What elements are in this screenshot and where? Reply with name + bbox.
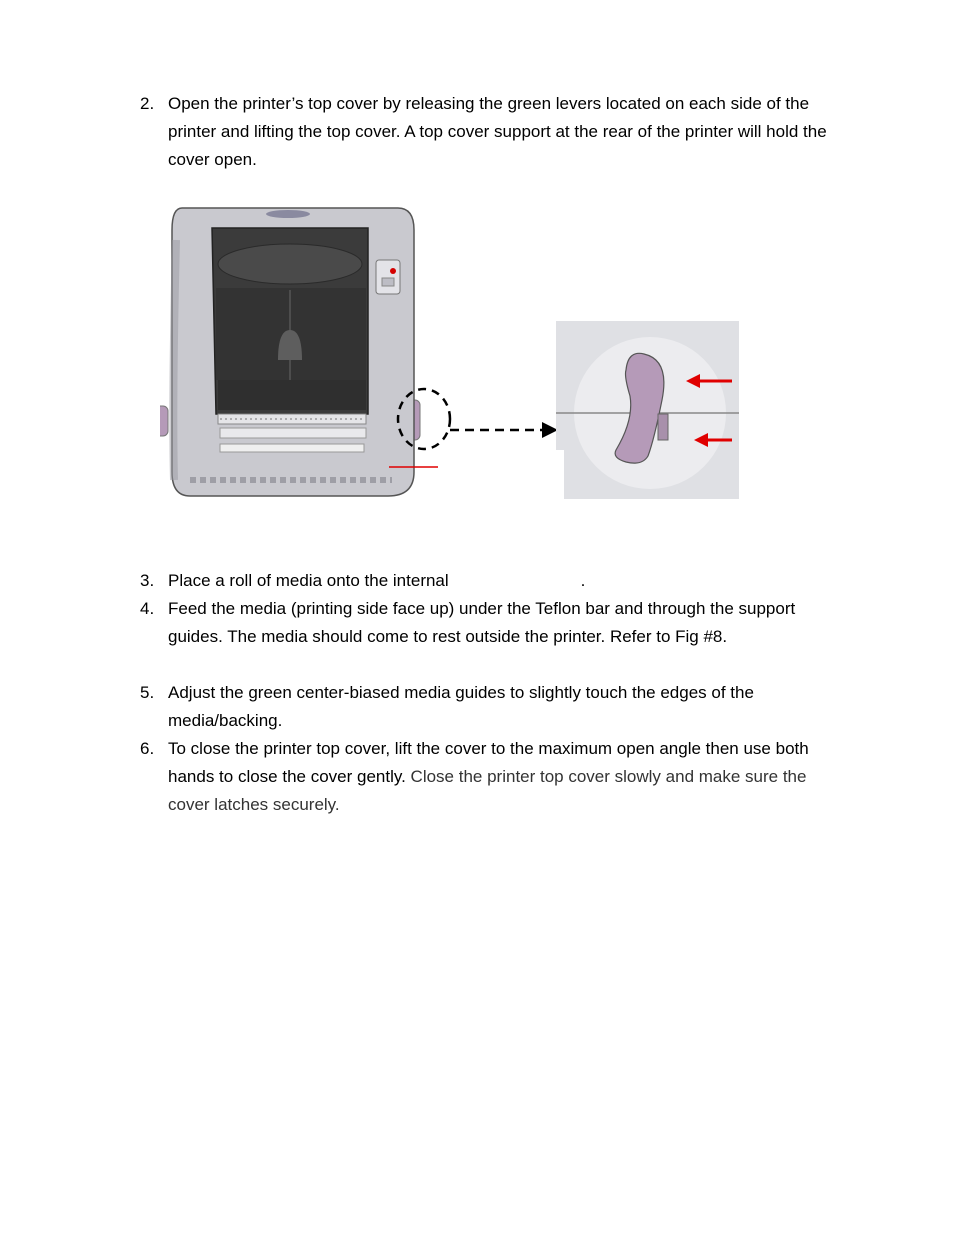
step-2 — [140, 90, 830, 174]
step-text: Open the printer’s top cover by releasing the green levers located on each side of the printer and lifting the top cover. A top cover support at the rear of the printer will hold the cover open. — [168, 94, 827, 169]
step-text: To close the printer top cover, lift the cover to the maximum open angle then use both hands to close the cover gently. — [168, 739, 809, 786]
step-6 — [140, 735, 830, 819]
step-text-tail: . — [580, 571, 586, 590]
step-text-note: Close the printer top cover slowly and make sure the cover latches securely. — [168, 767, 807, 814]
step-number: 4. — [140, 599, 155, 618]
printer-figure — [160, 200, 760, 510]
lever-detail-illustration — [556, 321, 739, 499]
step-number: 2. — [140, 94, 155, 113]
step-text: Feed the media (printing side face up) under the Teflon bar and through the support guides. The media should come to rest outside the printer. Refer to Fig #8. — [168, 599, 796, 646]
step-number: 6. — [140, 739, 155, 758]
step-text: Place a roll of media onto the internal — [168, 571, 449, 590]
step-3 — [140, 567, 830, 595]
step-number: 5. — [140, 683, 155, 702]
printer-illustration — [160, 208, 438, 496]
step-text: Adjust the green center-biased media guides to slightly touch the edges of the media/backing. — [168, 683, 754, 730]
dashed-arrow-right — [450, 422, 558, 438]
step-number: 3. — [140, 571, 155, 590]
step-4 — [140, 595, 830, 651]
step-5 — [140, 679, 830, 735]
